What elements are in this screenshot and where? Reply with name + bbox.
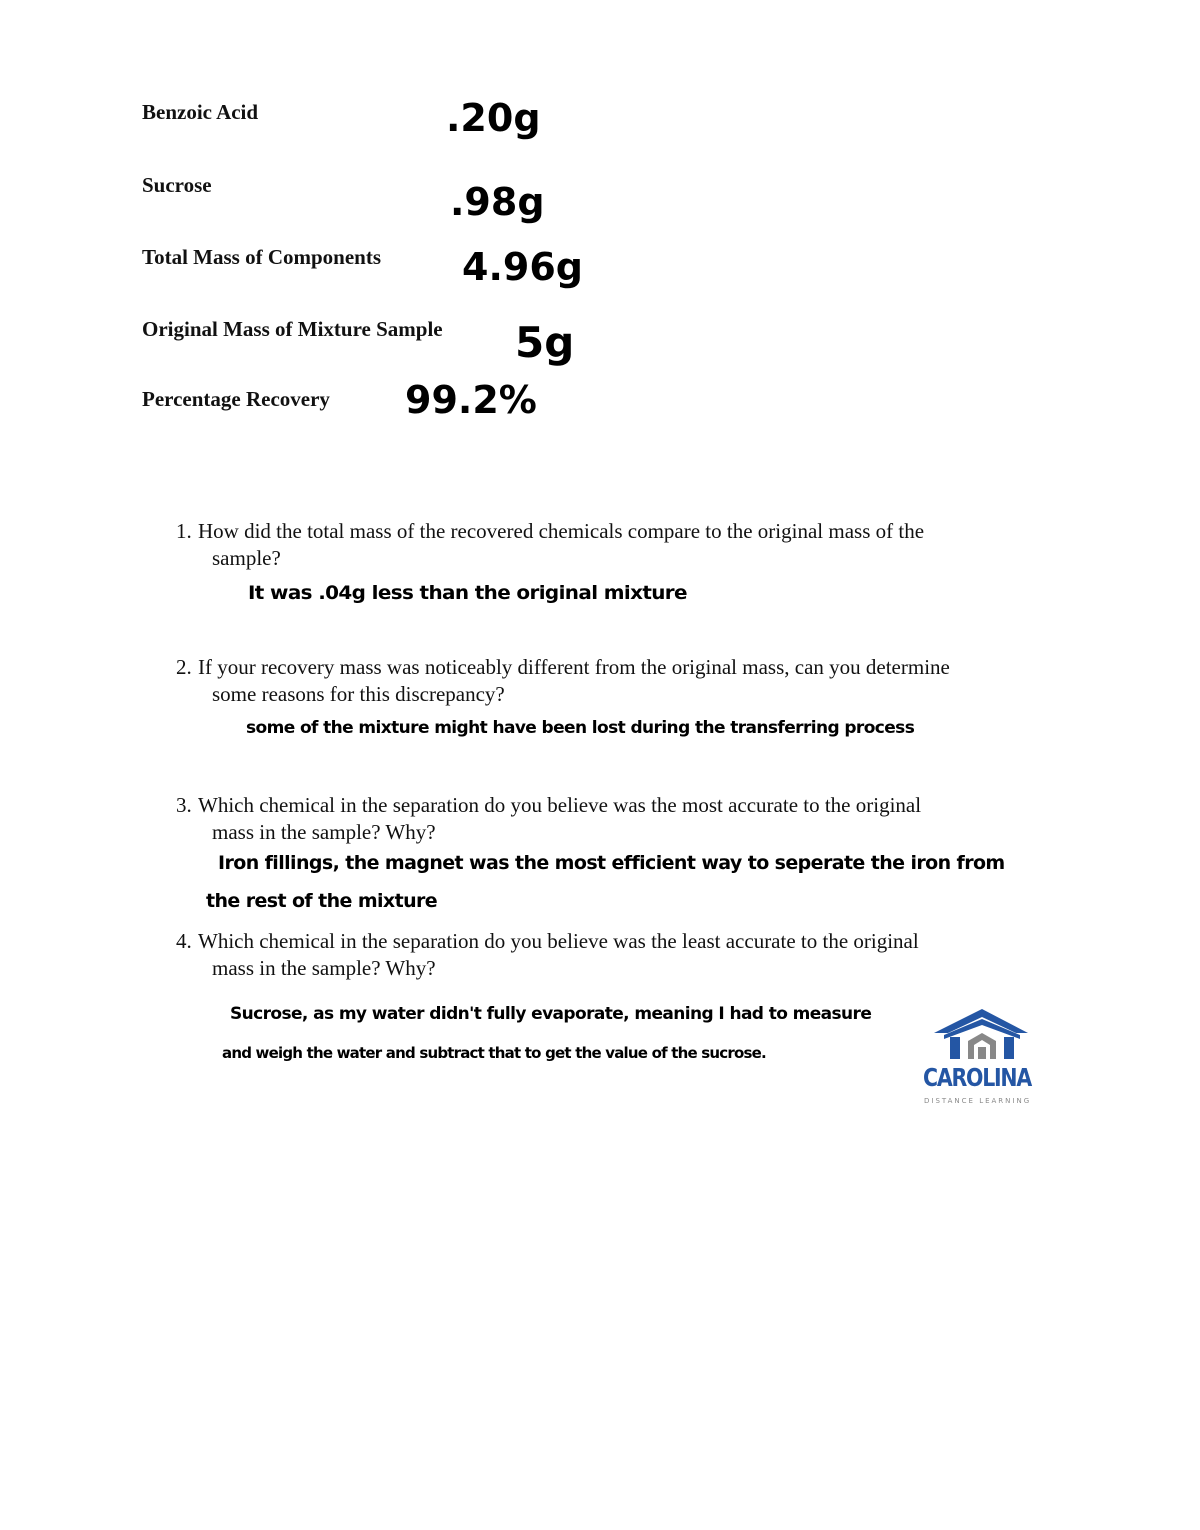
question-1 [176, 518, 1056, 572]
question-number: 4. [176, 929, 192, 953]
question-3 [176, 792, 1056, 846]
label-total-mass: Total Mass of Components [142, 245, 381, 269]
question-number: 1. [176, 519, 192, 543]
question-number: 3. [176, 793, 192, 817]
question-text-line2: mass in the sample? Why? [212, 820, 436, 844]
carolina-logo [920, 1005, 1045, 1110]
logo-tagline: DISTANCE LEARNING [924, 1097, 1032, 1105]
house-icon [920, 1005, 1045, 1110]
label-percentage-recovery: Percentage Recovery [142, 387, 330, 411]
value-benzoic-acid: .20g [446, 96, 541, 140]
answer-4-line1: Sucrose, as my water didn't fully evaporate, meaning I had to measure [230, 1004, 872, 1024]
label-sucrose: Sucrose [142, 173, 212, 197]
label-original-mass: Original Mass of Mixture Sample [142, 317, 443, 341]
answer-3-line2: the rest of the mixture [206, 890, 438, 912]
question-text-line1: Which chemical in the separation do you believe was the most accurate to the original [198, 793, 922, 817]
value-total-mass: 4.96g [462, 245, 583, 289]
question-text-line1: Which chemical in the separation do you believe was the least accurate to the original [198, 929, 919, 953]
answer-4-line2: and weigh the water and subtract that to get the value of the sucrose. [222, 1044, 766, 1062]
question-2 [176, 654, 1056, 708]
question-number: 2. [176, 655, 192, 679]
question-text-line2: some reasons for this discrepancy? [212, 682, 505, 706]
question-text-line1: How did the total mass of the recovered chemicals compare to the original mass of the [198, 519, 925, 543]
question-text-line1: If your recovery mass was noticeably different from the original mass, can you determine [198, 655, 950, 679]
question-text-line2: mass in the sample? Why? [212, 956, 436, 980]
label-benzoic-acid: Benzoic Acid [142, 100, 259, 124]
answer-3-line1: Iron fillings, the magnet was the most efficient way to seperate the iron from [218, 852, 1005, 874]
question-text-line2: sample? [212, 546, 281, 570]
answer-2-line1: some of the mixture might have been lost during the transferring process [246, 718, 915, 738]
logo-brand: CAROLINA [923, 1063, 1031, 1092]
value-original-mass: 5g [515, 318, 575, 367]
answer-1-line1: It was .04g less than the original mixture [248, 582, 687, 604]
value-sucrose: .98g [450, 180, 545, 224]
value-percentage-recovery: 99.2% [405, 378, 537, 422]
question-4 [176, 928, 1056, 982]
